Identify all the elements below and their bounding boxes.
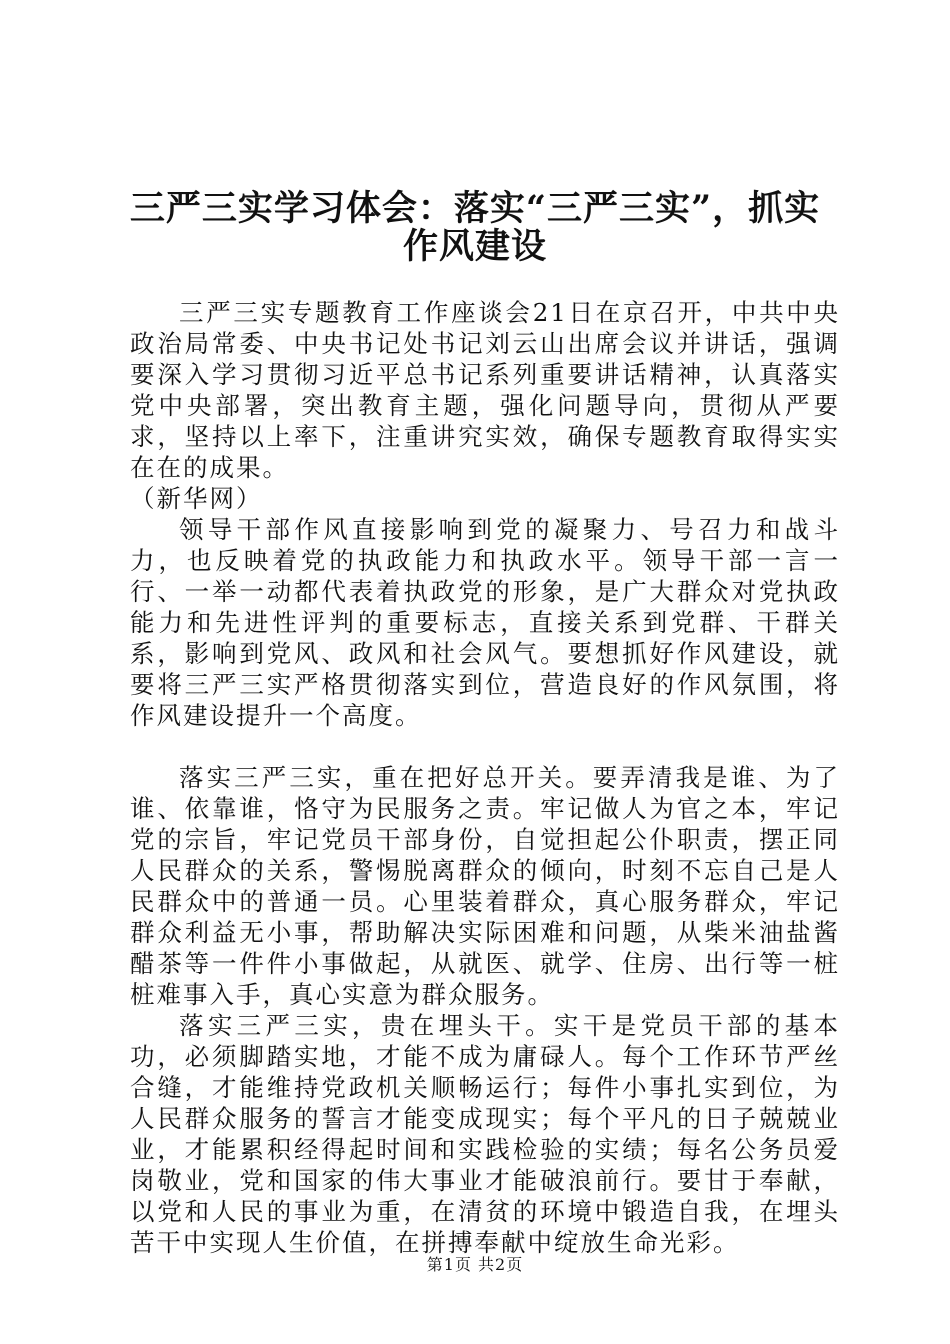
document-title-line-1: 三严三实学习体会：落实“三严三实”，抓实 bbox=[129, 188, 821, 229]
paragraph-spacer bbox=[130, 731, 840, 762]
paragraph-1: 三严三实专题教育工作座谈会21日在京召开，中共中央政治局常委、中央书记处书记刘云山出席会议并讲话，强调要深入学习贯彻习近平总书记系列重要讲话精神，认真落实党中央部署，突出教育主题，强化问题导向，贯彻从严要求，坚持以上率下，注重讲究实效，确保专题教育取得实实在在的成果。 bbox=[130, 298, 840, 482]
paragraph-2: 领导干部作风直接影响到党的凝聚力、号召力和战斗力，也反映着党的执政能力和执政水平。领导干部一言一行、一举一动都代表着执政党的形象，是广大群众对党执政能力和先进性评判的重要标志，直接关系到党群、干群关系，影响到党风、政风和社会风气。要想抓好作风建设，就要将三严三实严格贯彻落实到位，营造良好的作风氛围，将作风建设提升一个高度。 bbox=[130, 515, 840, 730]
page-footer: 第1页 共2页 bbox=[426, 1255, 524, 1274]
document-title-line-2: 作风建设 bbox=[402, 226, 547, 267]
document-body bbox=[130, 297, 840, 1258]
paragraph-4: 落实三严三实，贵在埋头干。实干是党员干部的基本功，必须脚踏实地，才能不成为庸碌人。每个工作环节严丝合缝，才能维持党政机关顺畅运行；每件小事扎实到位，为人民群众服务的誓言才能变成现实；每个平凡的日子兢兢业业，才能累积经得起时间和实践检验的实绩；每名公务员爱岗敬业，党和国家的伟大事业才能破浪前行。要甘于奉献，以党和人民的事业为重，在清贫的环境中锻造自我，在埋头苦干中实现人生价值，在拼搏奉献中绽放生命光彩。 bbox=[130, 1011, 840, 1257]
paragraph-source: （新华网） bbox=[130, 484, 263, 513]
paragraph-3: 落实三严三实，重在把好总开关。要弄清我是谁、为了谁、依靠谁，恪守为民服务之责。牢记做人为官之本，牢记党的宗旨，牢记党员干部身份，自觉担起公仆职责，摆正同人民群众的关系，警惕脱离群众的倾向，时刻不忘自己是人民群众中的普通一员。心里装着群众，真心服务群众，牢记群众利益无小事，帮助解决实际困难和问题，从柴米油盐酱醋茶等一件件小事做起，从就医、就学、住房、出行等一桩桩难事入手，真心实意为群众服务。 bbox=[130, 763, 840, 1009]
